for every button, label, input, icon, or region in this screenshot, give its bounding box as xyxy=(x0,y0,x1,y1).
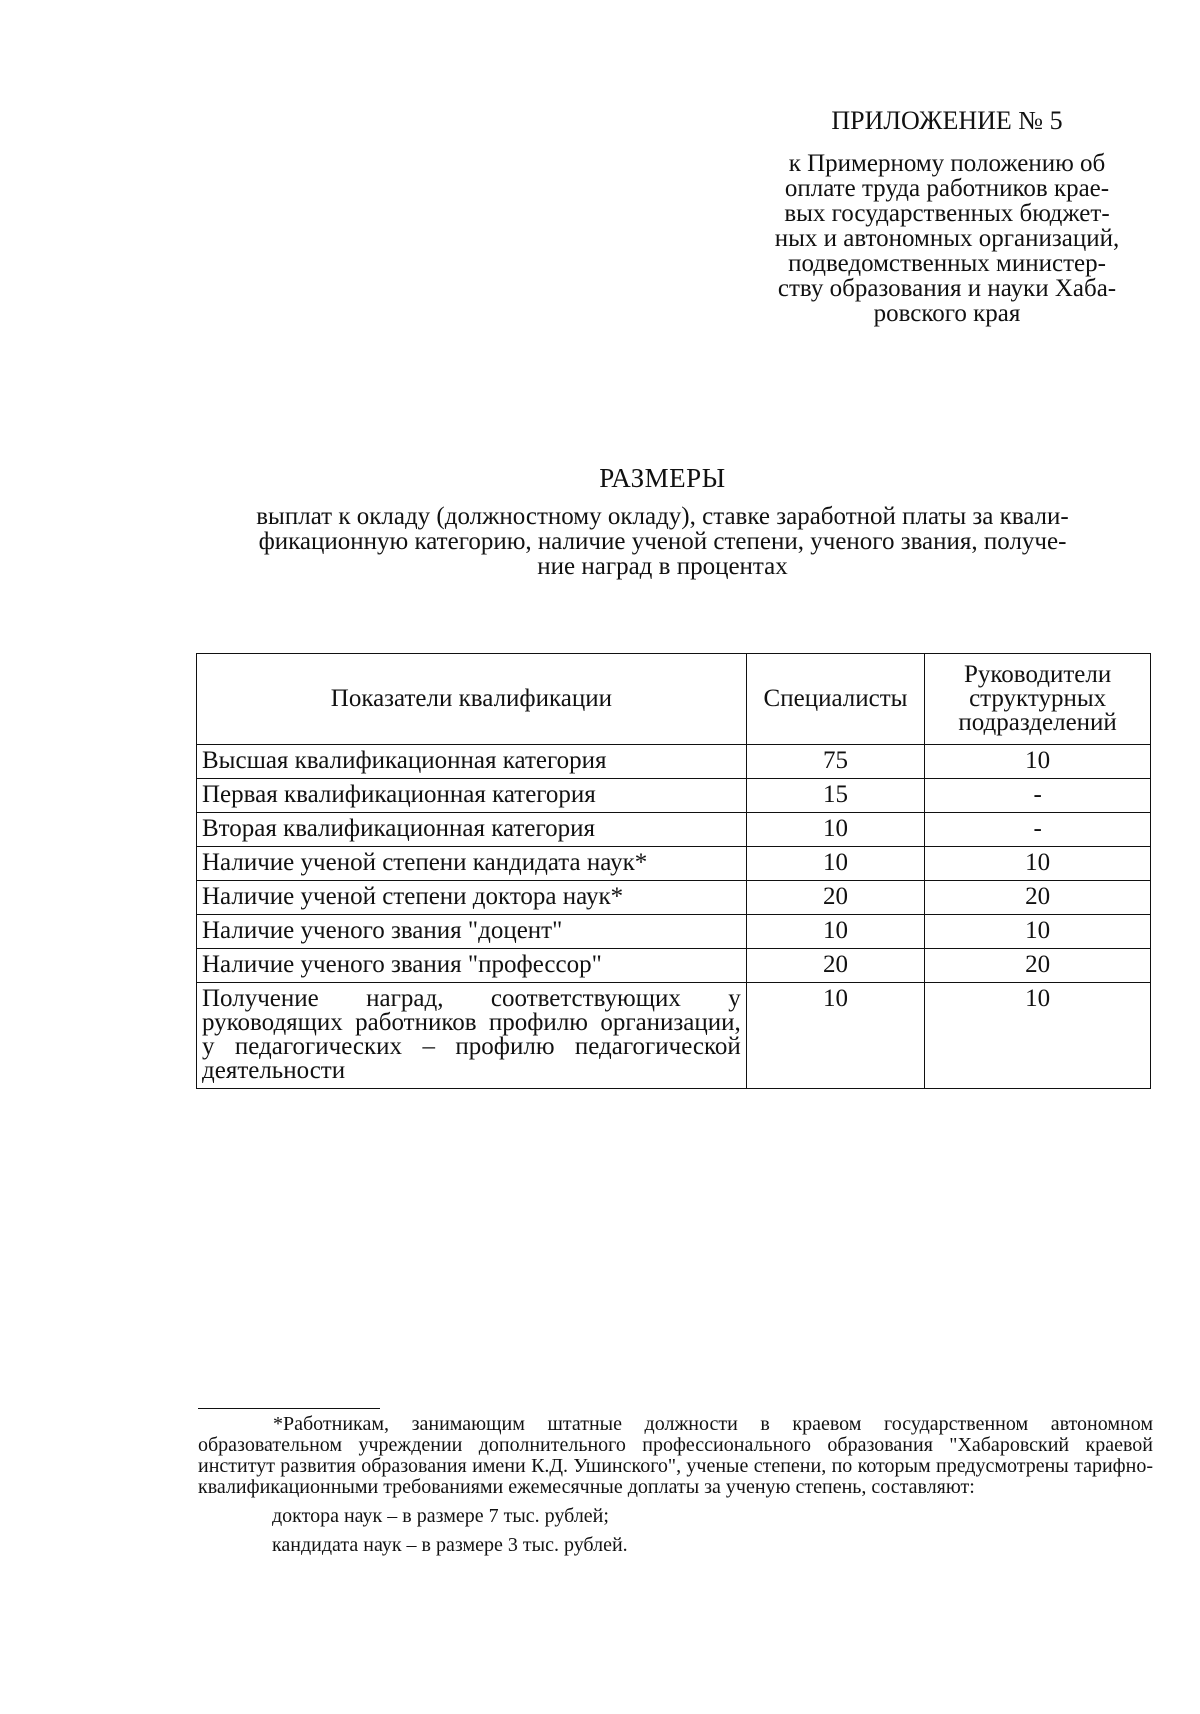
row-specialists-value: 10 xyxy=(746,915,924,949)
footnote-candidate: кандидата наук – в размере 3 тыс. рублей. xyxy=(272,1534,628,1556)
heading-subtitle xyxy=(200,504,1125,579)
footnote-doctor: доктора наук – в размере 7 тыс. рублей; xyxy=(272,1505,609,1527)
table-row xyxy=(197,779,1151,813)
table-header-row xyxy=(197,654,1151,745)
header-indicator: Показатели квалификации xyxy=(197,654,747,745)
appendix-title: ПРИЛОЖЕНИЕ № 5 xyxy=(831,106,1063,135)
table-row xyxy=(197,915,1151,949)
header-managers xyxy=(925,654,1151,745)
row-managers-value: 10 xyxy=(925,847,1151,881)
table-row xyxy=(197,949,1151,983)
appendix-line: подведомственных министер- xyxy=(788,250,1106,277)
appendix-line: к Примерному положению об xyxy=(788,150,1106,177)
table-row xyxy=(197,881,1151,915)
footnote xyxy=(198,1414,1153,1556)
row-managers-value: 10 xyxy=(925,915,1151,949)
row-specialists-value: 10 xyxy=(746,813,924,847)
row-managers-value: 20 xyxy=(925,881,1151,915)
row-indicator: Наличие ученой степени доктора наук* xyxy=(197,881,747,915)
row-managers-value: - xyxy=(925,813,1151,847)
row-specialists-value: 10 xyxy=(746,847,924,881)
row-specialists-value: 10 xyxy=(746,983,924,1089)
qualification-table xyxy=(196,653,1151,1089)
row-specialists-value: 20 xyxy=(746,949,924,983)
footnote-divider xyxy=(198,1408,380,1409)
row-specialists-value: 15 xyxy=(746,779,924,813)
table-row xyxy=(197,813,1151,847)
heading-line: фикационную категорию, наличие ученой степени, ученого звания, получе- xyxy=(258,528,1067,555)
row-managers-value: 10 xyxy=(925,983,1151,1089)
row-indicator: Наличие ученой степени кандидата наук* xyxy=(197,847,747,881)
document-heading xyxy=(200,462,1125,579)
appendix-line: ных и автономных организаций, xyxy=(774,225,1120,252)
table-row xyxy=(197,745,1151,779)
table-row xyxy=(197,847,1151,881)
heading-title: РАЗМЕРЫ xyxy=(599,463,726,493)
row-managers-value: - xyxy=(925,779,1151,813)
appendix-subtitle xyxy=(752,151,1142,326)
footnote-text: *Работникам, занимающим штатные должности в краевом государственном автономном образовательном учреждении дополнительного профессионального образования "Хабаровский краевой институт развития образования имени К.Д. Ушинского", ученые степени, по которым предусмотрены тарифно-квалификационными требованиями ежемесячные доплаты за ученую степень, составляют: xyxy=(198,1413,1153,1498)
heading-line: ние наград в процентах xyxy=(537,553,788,580)
row-indicator: Высшая квалификационная категория xyxy=(197,745,747,779)
header-managers-line: подразделений xyxy=(958,709,1117,736)
row-indicator: Первая квалификационная категория xyxy=(197,779,747,813)
appendix-line: оплате труда работников крае- xyxy=(784,175,1110,202)
row-indicator: Получение наград, соответствующих у руководящих работников профилю организации, у педагогических – профилю педагогической деятельности xyxy=(197,983,747,1089)
appendix-line: ству образования и науки Хаба- xyxy=(777,275,1117,302)
header-managers-line: Руководители xyxy=(964,661,1112,688)
row-indicator: Наличие ученого звания "доцент" xyxy=(197,915,747,949)
appendix-line: вых государственных бюджет- xyxy=(784,200,1110,227)
header-managers-line: структурных xyxy=(969,685,1107,712)
header-specialists: Специалисты xyxy=(746,654,924,745)
row-indicator: Наличие ученого звания "профессор" xyxy=(197,949,747,983)
row-indicator: Вторая квалификационная категория xyxy=(197,813,747,847)
row-managers-value: 20 xyxy=(925,949,1151,983)
row-specialists-value: 20 xyxy=(746,881,924,915)
appendix-line: ровского края xyxy=(873,300,1021,327)
heading-line: выплат к окладу (должностному окладу), ставке заработной платы за квали- xyxy=(256,503,1069,530)
row-specialists-value: 75 xyxy=(746,745,924,779)
table-row xyxy=(197,983,1151,1089)
row-managers-value: 10 xyxy=(925,745,1151,779)
appendix-block xyxy=(752,105,1142,326)
